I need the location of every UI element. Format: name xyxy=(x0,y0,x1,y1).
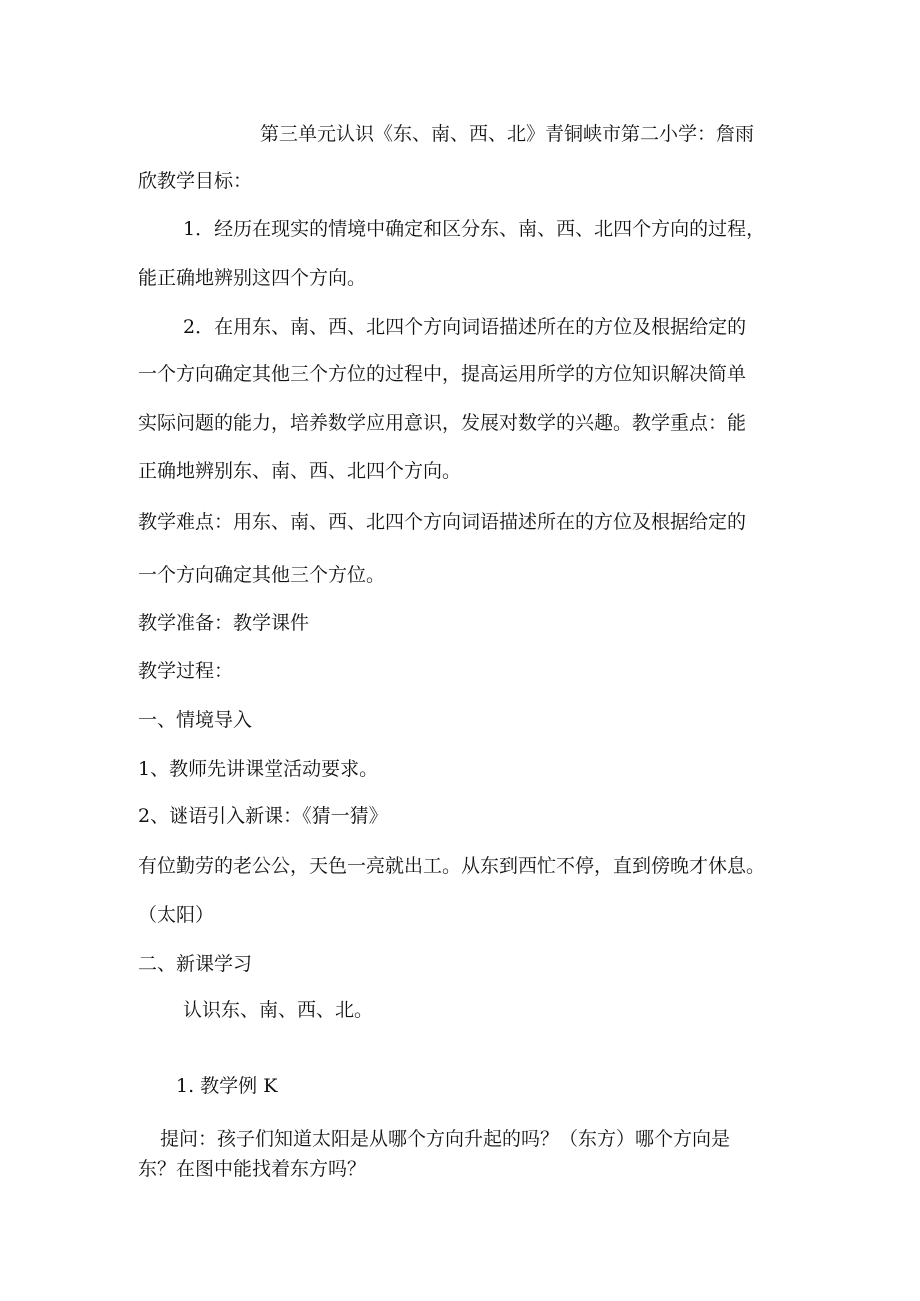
section-2-heading: 二、新课学习 xyxy=(138,953,253,975)
title-line-2: 欣教学目标： xyxy=(138,170,253,192)
goal-2-line-1: 2．在用东、南、西、北四个方向词语描述所在的方位及根据给定的 xyxy=(183,316,747,338)
goal-2-line-4: 正确地辨别东、南、西、北四个方向。 xyxy=(138,460,462,482)
step-1: 1、教师先讲课堂活动要求。 xyxy=(138,758,379,780)
difficulty-line-1: 教学难点：用东、南、西、北四个方向词语描述所在的方位及根据给定的 xyxy=(138,511,747,533)
goal-2-line-3: 实际问题的能力，培养数学应用意识，发展对数学的兴趣。教学重点：能 xyxy=(138,412,747,434)
subheading: 认识东、南、西、北。 xyxy=(183,999,374,1021)
section-1-heading: 一、情境导入 xyxy=(138,709,253,731)
difficulty-line-2: 一个方向确定其他三个方位。 xyxy=(138,564,386,586)
riddle: 有位勤劳的老公公，天色一亮就出工。从东到西忙不停，直到傍晚才休息。 xyxy=(138,855,766,877)
step-2: 2、谜语引入新课：《猜一猜》 xyxy=(138,805,388,827)
example-heading: 1. 教学例 K xyxy=(176,1075,278,1097)
goal-1-line-2: 能正确地辨别这四个方向。 xyxy=(138,267,367,289)
process-heading: 教学过程： xyxy=(138,660,234,682)
goal-2-line-2: 一个方向确定其他三个方位的过程中，提高运用所学的方位知识解决简单 xyxy=(138,363,747,385)
question-line-2: 东？在图中能找着东方吗？ xyxy=(138,1158,367,1180)
question-line-1: 提问：孩子们知道太阳是从哪个方向升起的吗？（东方）哪个方向是 xyxy=(160,1128,731,1150)
riddle-answer: （太阳） xyxy=(138,904,215,926)
preparation: 教学准备：教学课件 xyxy=(138,612,310,634)
title-line-1: 第三单元认识《东、南、西、北》青铜峡市第二小学：詹雨 xyxy=(260,123,755,145)
goal-1-line-1: 1．经历在现实的情境中确定和区分东、南、西、北四个方向的过程， xyxy=(183,218,766,240)
